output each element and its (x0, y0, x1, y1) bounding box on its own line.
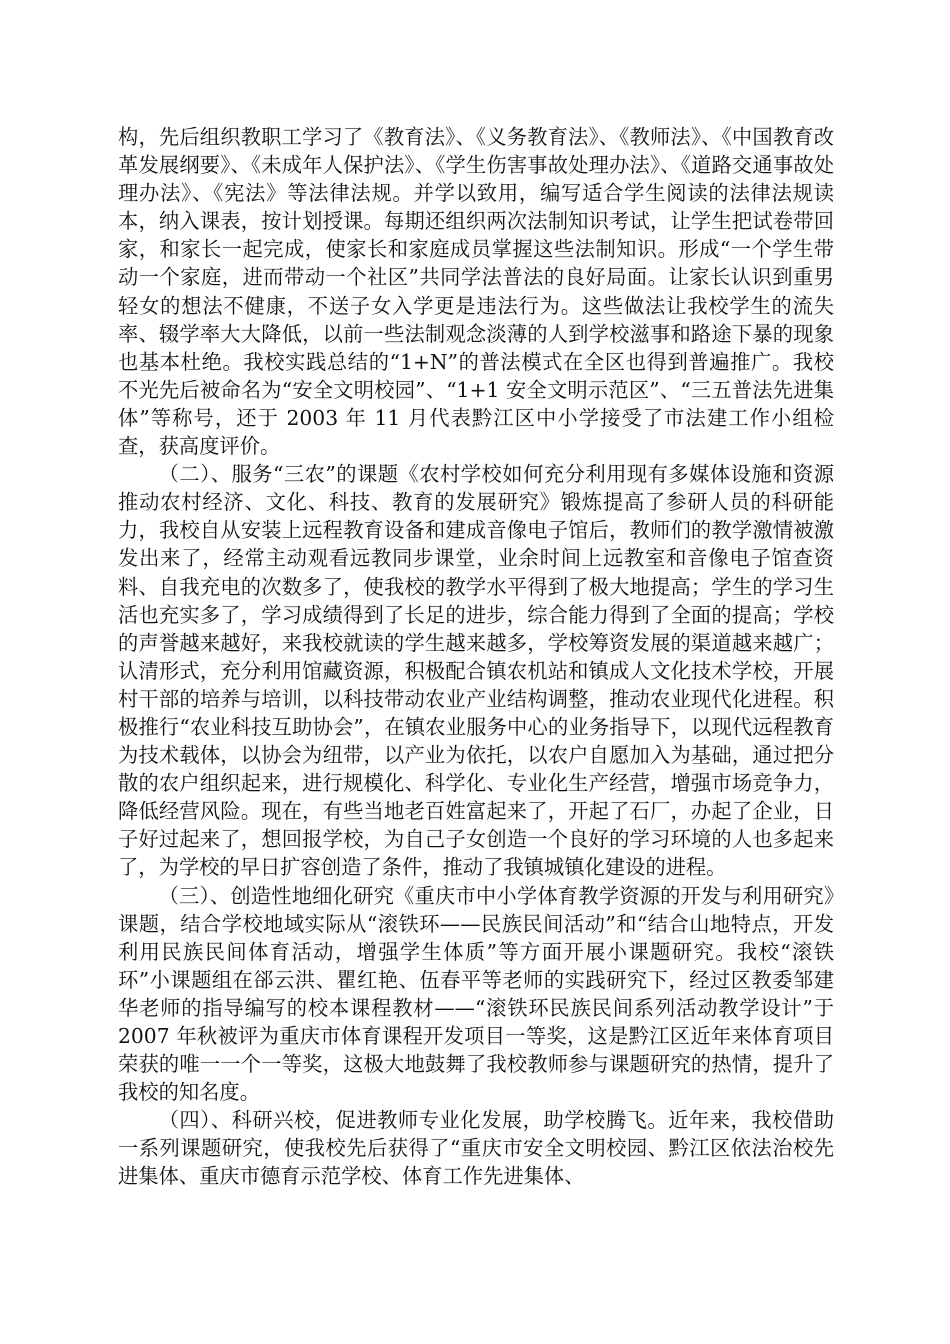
paragraph-sports-resource-research: （三）、创造性地细化研究《重庆市中小学体育教学资源的开发与利用研究》课题，结合学校地域实际从“滚铁环——民族民间活动”和“结合山地特点，开发利用民族民间体育活动，增强学生体质”等方面开展小课题研究。我校“滚铁环”小课题组在郤云洪、瞿红艳、伍春平等老师的实践研究下，经过区教委邹建华老师的指导编写的校本课程教材——“滚铁环民族民间系列活动教学设计”于 2007 年秋被评为重庆市体育课程开发项目一等奖，这是黔江区近年来体育项目荣获的唯一一个一等奖，这极大地鼓舞了我校教师参与课题研究的热情，提升了我校的知名度。 (118, 883, 834, 1105)
document-body (118, 123, 834, 1191)
paragraph-legal-education: 构，先后组织教职工学习了《教育法》、《义务教育法》、《教师法》、《中国教育改革发展纲要》、《未成年人保护法》、《学生伤害事故处理办法》、《道路交通事故处理办法》、《宪法》等法律法规。并学以致用，编写适合学生阅读的法律法规读本，纳入课表，按计划授课。每期还组织两次法制知识考试，让学生把试卷带回家，和家长一起完成，使家长和家庭成员掌握这些法制知识。形成“一个学生带动一个家庭，进而带动一个社区”共同学法普法的良好局面。让家长认识到重男轻女的想法不健康，不送子女入学更是违法行为。这些做法让我校学生的流失率、辍学率大大降低，以前一些法制观念淡薄的人到学校滋事和路途下暴的现象也基本杜绝。我校实践总结的“1+N”的普法模式在全区也得到普遍推广。我校不光先后被命名为“安全文明校园”、“1+1 安全文明示范区”、“三五普法先进集体”等称号，还于 2003 年 11 月代表黔江区中小学接受了市法建工作小组检查，获高度评价。 (118, 125, 834, 459)
paragraph-rural-service-research: （二）、服务“三农”的课题《农村学校如何充分利用现有多媒体设施和资源推动农村经济、文化、科技、教育的发展研究》锻炼提高了参研人员的科研能力，我校自从安装上远程教育设备和建成音像电子馆后，教师们的教学激情被激发出来了，经常主动观看远教同步课堂，业余时间上远教室和音像电子馆查资料、自我充电的次数多了，使我校的教学水平得到了极大地提高；学生的学习生活也充实多了，学习成绩得到了长足的进步，综合能力得到了全面的提高；学校的声誉越来越好，来我校就读的学生越来越多，学校筹资发展的渠道越来越广；认清形式，充分利用馆藏资源，积极配合镇农机站和镇成人文化技术学校，开展村干部的培养与培训，以科技带动农业产业结构调整，推动农业现代化进程。积极推行“农业科技互助协会”，在镇农业服务中心的业务指导下，以现代远程教育为技术载体，以协会为纽带，以产业为依托，以农户自愿加入为基础，通过把分散的农户组织起来，进行规模化、科学化、专业化生产经营，增强市场竞争力，降低经营风险。现在，有些当地老百姓富起来了，开起了石厂，办起了企业，日子好过起来了，想回报学校，为自己子女创造一个良好的学习环境的人也多起来了，为学校的早日扩容创造了条件，推动了我镇城镇化建设的进程。 (118, 462, 834, 880)
paragraph-research-school-development: （四）、科研兴校，促进教师专业化发展，助学校腾飞。近年来，我校借助一系列课题研究，使我校先后获得了“重庆市安全文明校园、黔江区依法治校先进集体、重庆市德育示范学校、体育工作先进集体、 (118, 1108, 834, 1189)
